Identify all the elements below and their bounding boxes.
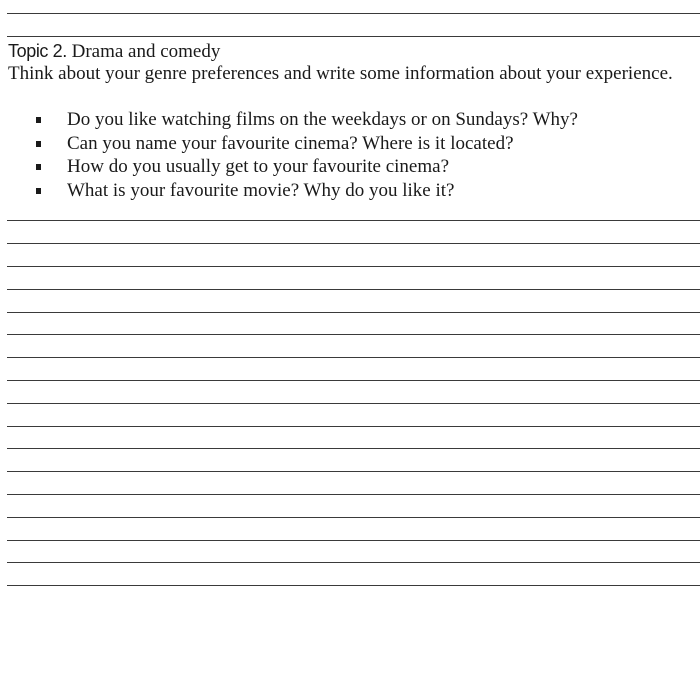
answer-line[interactable] [7, 380, 700, 381]
question-item [0, 108, 578, 132]
answer-line[interactable] [7, 585, 700, 586]
answer-line[interactable] [7, 517, 700, 518]
answer-line[interactable] [7, 403, 700, 404]
answer-line[interactable] [7, 494, 700, 495]
top-answer-line-1 [7, 13, 700, 14]
answer-line[interactable] [7, 289, 700, 290]
topic-title: Drama and comedy [71, 41, 221, 62]
top-answer-line-2 [7, 36, 700, 37]
question-item [0, 155, 578, 179]
answer-line[interactable] [7, 562, 700, 563]
bullet-icon [36, 188, 41, 194]
answer-line[interactable] [7, 471, 700, 472]
question-text: Do you like watching films on the weekdays or on Sundays? Why? [67, 109, 578, 130]
instruction-text: Think about your genre preferences and write some information about your experience. [8, 63, 673, 84]
answer-line[interactable] [7, 266, 700, 267]
question-item [0, 179, 578, 203]
question-text: How do you usually get to your favourite cinema? [67, 156, 450, 178]
question-list [0, 108, 578, 203]
answer-line[interactable] [7, 540, 700, 541]
answer-line[interactable] [7, 334, 700, 335]
question-text: Can you name your favourite cinema? Where is it located? [67, 132, 514, 154]
answer-line[interactable] [7, 448, 700, 449]
answer-line[interactable] [7, 357, 700, 358]
bullet-icon [36, 117, 41, 123]
topic-label: Topic 2. [8, 41, 67, 61]
topic-heading [8, 40, 220, 63]
question-text: What is your favourite movie? Why do you like it? [67, 180, 455, 202]
answer-line[interactable] [7, 243, 700, 244]
answer-line[interactable] [7, 426, 700, 427]
answer-line[interactable] [7, 220, 700, 221]
answer-line[interactable] [7, 312, 700, 313]
bullet-icon [36, 164, 41, 170]
question-item [0, 132, 578, 156]
bullet-icon [36, 141, 41, 147]
